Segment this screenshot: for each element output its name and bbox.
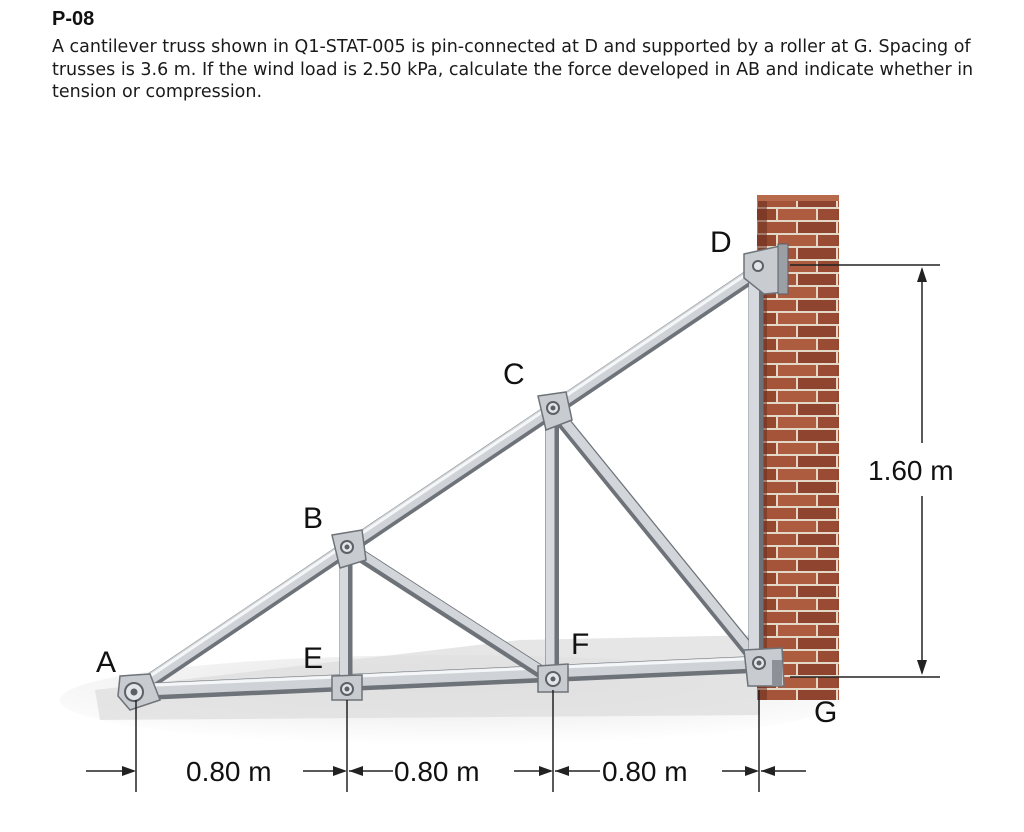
dim-label-AE: 0.80 m	[186, 756, 272, 787]
label-D: D	[710, 226, 732, 259]
problem-statement: A cantilever truss shown in Q1-STAT-005 is pin-connected at D and supported by a roller at G. Spacing of trusses is 3.6 m. If the wind load is 2.50 kPa, calculate the force developed in AB and indicate whether in tension or compression.	[52, 37, 974, 102]
problem-id: P-08	[52, 8, 95, 30]
label-A: A	[96, 646, 117, 679]
joint-E	[332, 675, 362, 700]
dim-label-FG: 0.80 m	[602, 756, 688, 787]
label-C: C	[503, 358, 525, 391]
joint-G	[744, 648, 784, 686]
label-B: B	[303, 502, 324, 535]
joint-F	[538, 664, 568, 692]
label-F: F	[571, 628, 590, 661]
truss-figure	[0, 170, 1024, 832]
dim-label-DG: 1.60 m	[868, 455, 954, 486]
label-E: E	[303, 642, 324, 675]
truss-members	[134, 261, 766, 692]
dim-label-EF: 0.80 m	[394, 756, 480, 787]
label-G: G	[814, 696, 838, 729]
